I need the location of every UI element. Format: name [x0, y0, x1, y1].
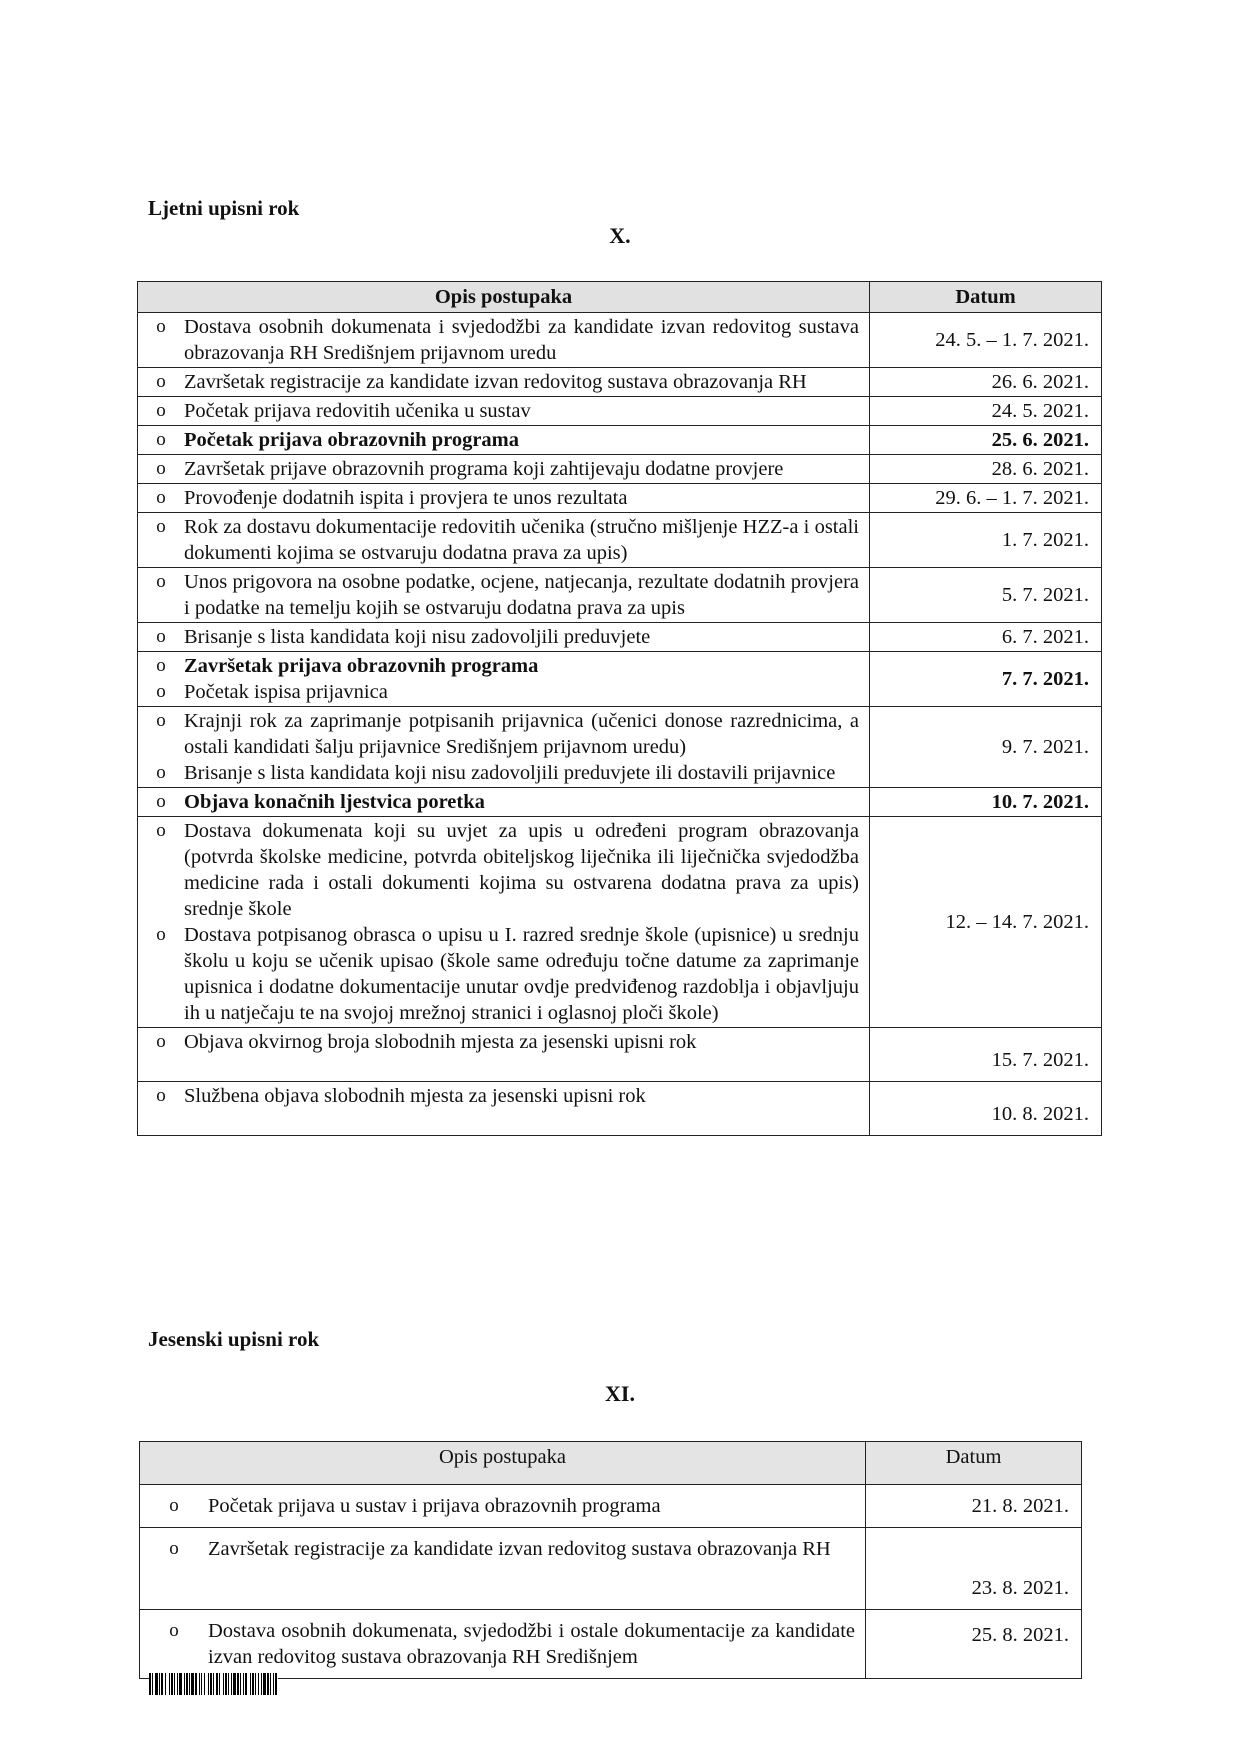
procedure-text: Rok za dostavu dokumentacije redovitih učenika (stručno mišljenje HZZ-a i ostali dokumenti kojima se ostvaruju dodatna prava za upis): [184, 516, 859, 564]
procedure-text: Završetak prijave obrazovnih programa koji zahtijevaju dodatne provjere: [184, 458, 784, 480]
procedure-item: [138, 1029, 859, 1055]
date-cell: 1. 7. 2021.: [870, 513, 1102, 568]
date-cell: 12. – 14. 7. 2021.: [870, 817, 1102, 1028]
circle-bullet-icon: o: [156, 458, 166, 479]
table-row: [138, 313, 1102, 368]
procedure-item: [138, 569, 859, 621]
procedure-item: [138, 514, 859, 566]
section-heading-ljetni: Ljetni upisni rok: [148, 196, 300, 220]
date-cell: 21. 8. 2021.: [866, 1485, 1082, 1528]
date-cell: 7. 7. 2021.: [870, 652, 1102, 707]
procedure-text: Brisanje s lista kandidata koji nisu zadovoljili preduvjete: [184, 626, 651, 648]
procedure-item: [140, 1618, 855, 1670]
procedure-item: [140, 1493, 855, 1519]
circle-bullet-icon: o: [156, 400, 166, 421]
date-cell: 25. 6. 2021.: [870, 426, 1102, 455]
column-header-datum: Datum: [870, 282, 1102, 313]
table-row: [138, 455, 1102, 484]
circle-bullet-icon: o: [156, 924, 166, 945]
table-row: [138, 788, 1102, 817]
table-row: [140, 1610, 1082, 1679]
procedure-item: [138, 679, 859, 705]
table-header-row: [138, 282, 1102, 313]
procedure-item: [138, 314, 859, 366]
table-header-row: [140, 1442, 1082, 1485]
table-row: [138, 623, 1102, 652]
procedure-text: Službena objava slobodnih mjesta za jesenski upisni rok: [184, 1085, 646, 1107]
column-header-datum: Datum: [866, 1442, 1082, 1485]
date-cell: 15. 7. 2021.: [870, 1028, 1102, 1082]
jesenski-schedule-table: [139, 1441, 1082, 1679]
procedure-item: [138, 708, 859, 760]
procedure-description-cell: [138, 455, 870, 484]
table-row: [138, 368, 1102, 397]
procedure-item: [138, 369, 859, 395]
table-row: [138, 1082, 1102, 1136]
procedure-text: Dostava osobnih dokumenata, svjedodžbi i ostale dokumentacije za kandidate izvan redovitog sustava obrazovanja RH Središnjem: [208, 1620, 855, 1668]
procedure-description-cell: [140, 1528, 866, 1610]
procedure-description-cell: [138, 623, 870, 652]
procedure-description-cell: [140, 1485, 866, 1528]
procedure-item: [138, 485, 859, 511]
procedure-item: [138, 624, 859, 650]
column-header-opis: Opis postupaka: [138, 282, 870, 313]
procedure-description-cell: [138, 1082, 870, 1136]
procedure-item: [138, 456, 859, 482]
circle-bullet-icon: o: [156, 762, 166, 783]
circle-bullet-icon: o: [169, 1620, 179, 1641]
circle-bullet-icon: o: [156, 1031, 166, 1052]
date-cell: 28. 6. 2021.: [870, 455, 1102, 484]
procedure-item: [138, 653, 859, 679]
date-cell: 24. 5. 2021.: [870, 397, 1102, 426]
procedure-item: [138, 398, 859, 424]
procedure-description-cell: [138, 817, 870, 1028]
procedure-text: Dostava dokumenata koji su uvjet za upis u određeni program obrazovanja (potvrda školske medicine, potvrda obiteljskog liječnika ili liječnička svjedodžba medicine rada i ostali dokumenti kojima su ostvarena dodatna prava za upis) srednje škole: [184, 820, 859, 920]
procedure-description-cell: [138, 568, 870, 623]
section-number-xi: XI.: [605, 1381, 635, 1406]
procedure-text: Početak prijava u sustav i prijava obrazovnih programa: [208, 1495, 661, 1517]
procedure-text: Objava okvirnog broja slobodnih mjesta za jesenski upisni rok: [184, 1031, 697, 1053]
table-row: [138, 484, 1102, 513]
table-row: [138, 817, 1102, 1028]
procedure-item: [138, 789, 859, 815]
date-cell: 5. 7. 2021.: [870, 568, 1102, 623]
procedure-text: Provođenje dodatnih ispita i provjera te unos rezultata: [184, 487, 628, 509]
circle-bullet-icon: o: [156, 371, 166, 392]
procedure-description-cell: [138, 1028, 870, 1082]
procedure-item: [138, 427, 859, 453]
procedure-text: Brisanje s lista kandidata koji nisu zadovoljili preduvjete ili dostavili prijavnice: [184, 762, 836, 784]
procedure-text: Krajnji rok za zaprimanje potpisanih prijavnica (učenici donose razrednicima, a ostali kandidati šalju prijavnice Središnjem prijavnom uredu): [184, 710, 859, 758]
ljetni-schedule-table: [137, 281, 1102, 1136]
procedure-item: [138, 818, 859, 922]
date-cell: 25. 8. 2021.: [866, 1610, 1082, 1679]
circle-bullet-icon: o: [169, 1538, 179, 1559]
circle-bullet-icon: o: [156, 487, 166, 508]
circle-bullet-icon: o: [156, 429, 166, 450]
procedure-description-cell: [138, 652, 870, 707]
table-row: [140, 1528, 1082, 1610]
procedure-text: Objava konačnih ljestvica poretka: [184, 791, 485, 813]
date-cell: 26. 6. 2021.: [870, 368, 1102, 397]
table-row: [138, 397, 1102, 426]
circle-bullet-icon: o: [156, 681, 166, 702]
circle-bullet-icon: o: [156, 571, 166, 592]
circle-bullet-icon: o: [156, 791, 166, 812]
circle-bullet-icon: o: [156, 655, 166, 676]
procedure-description-cell: [138, 368, 870, 397]
procedure-text: Unos prigovora na osobne podatke, ocjene, natjecanja, rezultate dodatnih provjera i podatke na temelju kojih se ostvaruju dodatna prava za upis: [184, 571, 859, 619]
table-row: [138, 568, 1102, 623]
table-row: [138, 513, 1102, 568]
procedure-text: Početak prijava redovitih učenika u sustav: [184, 400, 531, 422]
procedure-text: Početak ispisa prijavnica: [184, 681, 388, 703]
table-row: [138, 707, 1102, 788]
procedure-description-cell: [138, 788, 870, 817]
section-number-x: X.: [609, 223, 631, 248]
section-heading-jesenski: Jesenski upisni rok: [148, 1327, 320, 1351]
procedure-description-cell: [138, 426, 870, 455]
procedure-description-cell: [138, 397, 870, 426]
procedure-text: Završetak registracije za kandidate izvan redovitog sustava obrazovanja RH: [208, 1538, 831, 1560]
circle-bullet-icon: o: [169, 1495, 179, 1516]
procedure-text: Početak prijava obrazovnih programa: [184, 429, 519, 451]
procedure-text: Završetak prijava obrazovnih programa: [184, 655, 539, 677]
procedure-item: [138, 922, 859, 1026]
procedure-text: Dostava osobnih dokumenata i svjedodžbi za kandidate izvan redovitog sustava obrazovanja RH Središnjem prijavnom uredu: [184, 316, 859, 364]
circle-bullet-icon: o: [156, 516, 166, 537]
procedure-description-cell: [138, 484, 870, 513]
circle-bullet-icon: o: [156, 626, 166, 647]
barcode: [149, 1673, 345, 1695]
column-header-opis: Opis postupaka: [140, 1442, 866, 1485]
date-cell: 10. 8. 2021.: [870, 1082, 1102, 1136]
procedure-text: Završetak registracije za kandidate izvan redovitog sustava obrazovanja RH: [184, 371, 807, 393]
date-cell: 6. 7. 2021.: [870, 623, 1102, 652]
procedure-description-cell: [138, 513, 870, 568]
procedure-item: [140, 1536, 855, 1562]
date-cell: 29. 6. – 1. 7. 2021.: [870, 484, 1102, 513]
date-cell: 24. 5. – 1. 7. 2021.: [870, 313, 1102, 368]
procedure-item: [138, 760, 859, 786]
circle-bullet-icon: o: [156, 316, 166, 337]
circle-bullet-icon: o: [156, 1085, 166, 1106]
table-row: [138, 426, 1102, 455]
date-cell: 23. 8. 2021.: [866, 1528, 1082, 1610]
procedure-description-cell: [138, 313, 870, 368]
table-row: [140, 1485, 1082, 1528]
procedure-item: [138, 1083, 859, 1109]
circle-bullet-icon: o: [156, 710, 166, 731]
table-row: [138, 1028, 1102, 1082]
date-cell: 10. 7. 2021.: [870, 788, 1102, 817]
procedure-description-cell: [138, 707, 870, 788]
procedure-description-cell: [140, 1610, 866, 1679]
circle-bullet-icon: o: [156, 820, 166, 841]
date-cell: 9. 7. 2021.: [870, 707, 1102, 788]
procedure-text: Dostava potpisanog obrasca o upisu u I. razred srednje škole (upisnice) u srednju školu u koju se učenik upisao (škole same određuju točne datume za zaprimanje upisnica i dodatne dokumentacije unutar ovdje predviđenog razdoblja i objavljuju ih u natječaju te na svojoj mrežnoj stranici i oglasnoj ploči škole): [184, 924, 859, 1024]
table-row: [138, 652, 1102, 707]
